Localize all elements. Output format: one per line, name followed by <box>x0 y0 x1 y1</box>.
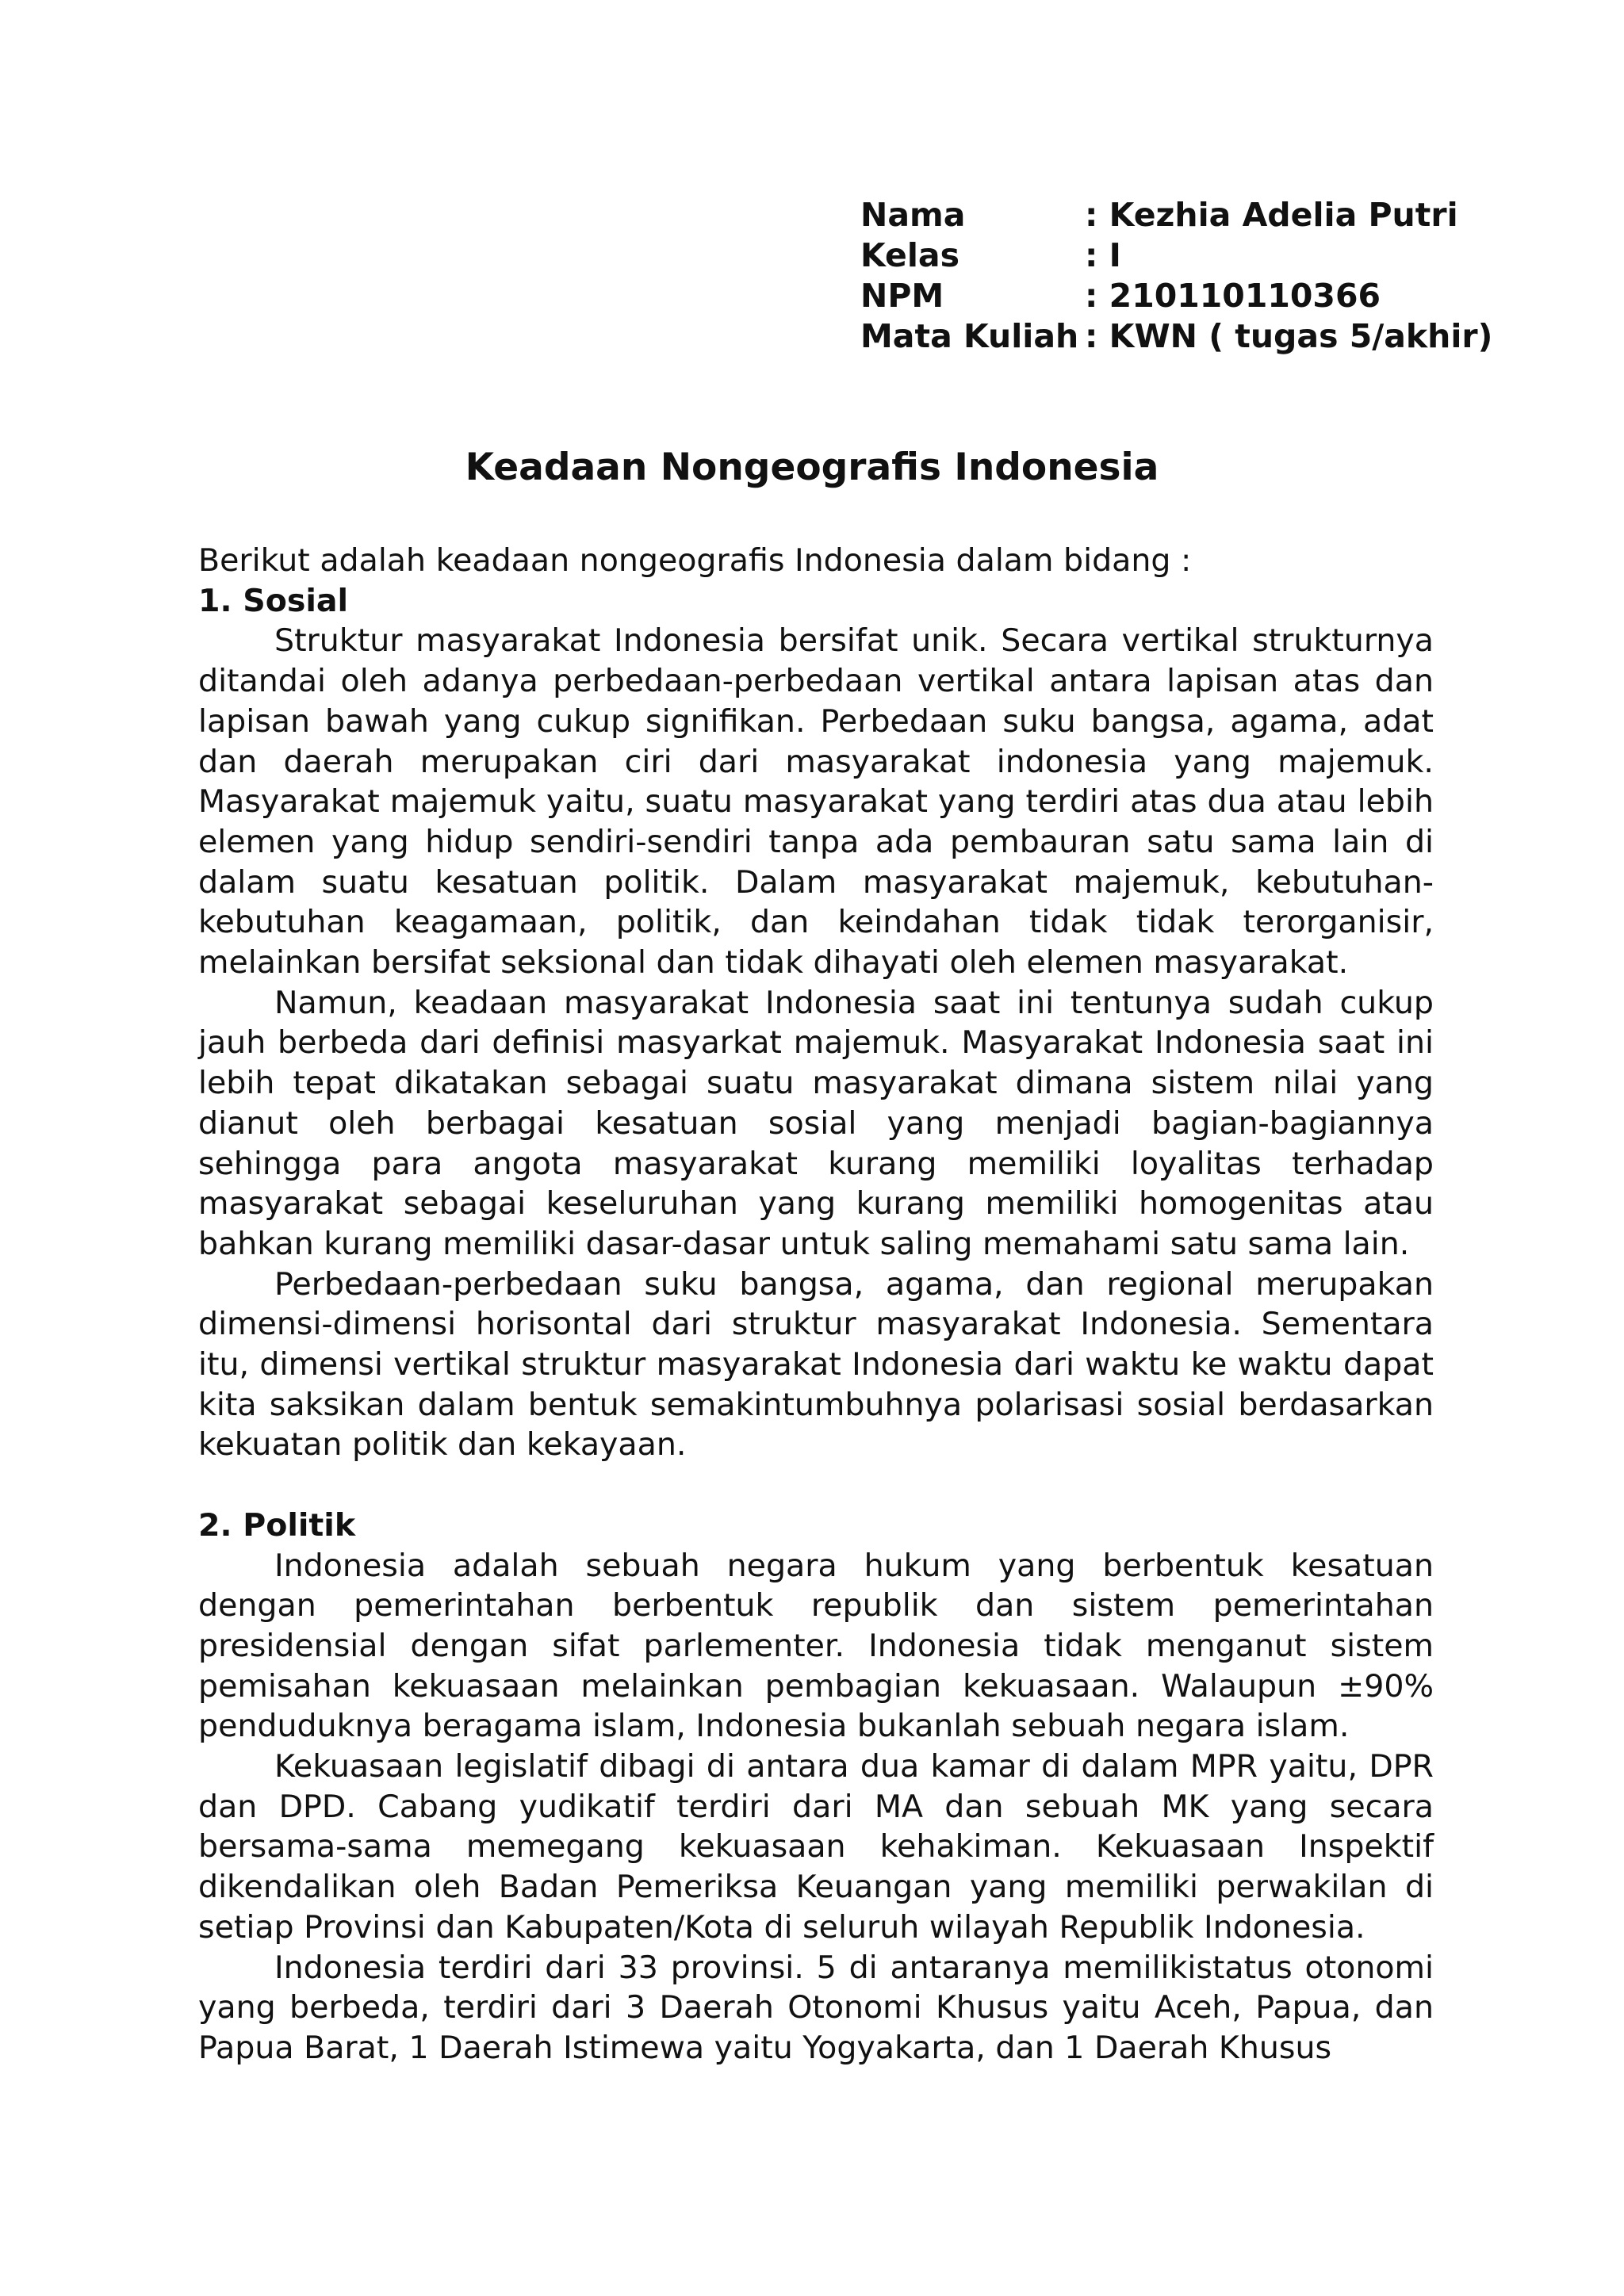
body-paragraph: Perbedaan-perbedaan suku bangsa, agama, dan regional merupakan dimensi-dimensi horisontal dari struktur masyarakat Indonesia. Sementara itu, dimensi vertikal struktur masyarakat Indonesia dari waktu ke waktu dapat kita saksikan dalam bentuk semakintumbuhnya polarisasi sosial berdasarkan kekuatan politik dan kekayaan. <box>198 1265 1434 1464</box>
body-paragraph: Indonesia terdiri dari 33 provinsi. 5 di antaranya memilikistatus otonomi yang berbeda, terdiri dari 3 Daerah Otonomi Khusus yaitu Aceh, Papua, dan Papua Barat, 1 Daerah Istimewa yaitu Yogyakarta, dan 1 Daerah Khusus <box>198 1949 1434 2066</box>
identity-row-name <box>860 195 1492 235</box>
document-body <box>198 541 1434 2068</box>
identity-value: : I <box>1085 236 1121 274</box>
section-heading-politik: 2. Politik <box>198 1506 356 1544</box>
identity-label: Nama <box>860 196 966 234</box>
identity-value: : 210110110366 <box>1085 277 1381 315</box>
section-heading-sosial: 1. Sosial <box>198 582 349 619</box>
identity-value: : Kezhia Adelia Putri <box>1085 196 1458 234</box>
document-title: Keadaan Nongeografis Indonesia <box>465 446 1159 489</box>
section-spacer <box>198 1465 1434 1506</box>
identity-row-course <box>860 316 1492 357</box>
identity-value: : KWN ( tugas 5/akhir) <box>1085 317 1493 355</box>
identity-label: Kelas <box>860 236 959 274</box>
intro-paragraph: Berikut adalah keadaan nongeografis Indonesia dalam bidang : <box>198 542 1192 579</box>
body-paragraph: Struktur masyarakat Indonesia bersifat unik. Secara vertikal strukturnya ditandai oleh adanya perbedaan-perbedaan vertikal antara lapisan atas dan lapisan bawah yang cukup signifikan. Perbedaan suku bangsa, agama, adat dan daerah merupakan ciri dari masyarakat indonesia yang majemuk. Masyarakat majemuk yaitu, suatu masyarakat yang terdiri atas dua atau lebih elemen yang hidup sendiri-sendiri tanpa ada pembauran satu sama lain di dalam suatu kesatuan politik. Dalam masyarakat majemuk, kebutuhan-kebutuhan keagamaan, politik, dan keindahan tidak tidak terorganisir, melainkan bersifat seksional dan tidak dihayati oleh elemen masyarakat. <box>198 622 1434 982</box>
identity-row-npm <box>860 276 1492 316</box>
identity-label: Mata Kuliah <box>860 317 1079 355</box>
body-paragraph: Indonesia adalah sebuah negara hukum yang berbentuk kesatuan dengan pemerintahan berbentuk republik dan sistem pemerintahan presidensial dengan sifat parlementer. Indonesia tidak menganut sistem pemisahan kekuasaan melainkan pembagian kekuasaan. Walaupun ±90% penduduknya beragama islam, Indonesia bukanlah sebuah negara islam. <box>198 1547 1434 1745</box>
body-paragraph: Kekuasaan legislatif dibagi di antara dua kamar di dalam MPR yaitu, DPR dan DPD. Cabang yudikatif terdiri dari MA dan sebuah MK yang secara bersama-sama memegang kekuasaan kehakiman. Kekuasaan Inspektif dikendalikan oleh Badan Pemeriksa Keuangan yang memiliki perwakilan di setiap Provinsi dan Kabupaten/Kota di seluruh wilayah Republik Indonesia. <box>198 1748 1434 1946</box>
identity-label: NPM <box>860 277 944 315</box>
identity-row-class <box>860 235 1492 276</box>
body-paragraph: Namun, keadaan masyarakat Indonesia saat ini tentunya sudah cukup jauh berbeda dari definisi masyarkat majemuk. Masyarakat Indonesia saat ini lebih tepat dikatakan sebagai suatu masyarakat dimana sistem nilai yang dianut oleh berbagai kesatuan sosial yang menjadi bagian-bagiannya sehingga para angota masyarakat kurang memiliki loyalitas terhadap masyarakat sebagai keseluruhan yang kurang memiliki homogenitas atau bahkan kurang memiliki dasar-dasar untuk saling memahami satu sama lain. <box>198 984 1434 1262</box>
student-identity-block <box>860 195 1492 357</box>
